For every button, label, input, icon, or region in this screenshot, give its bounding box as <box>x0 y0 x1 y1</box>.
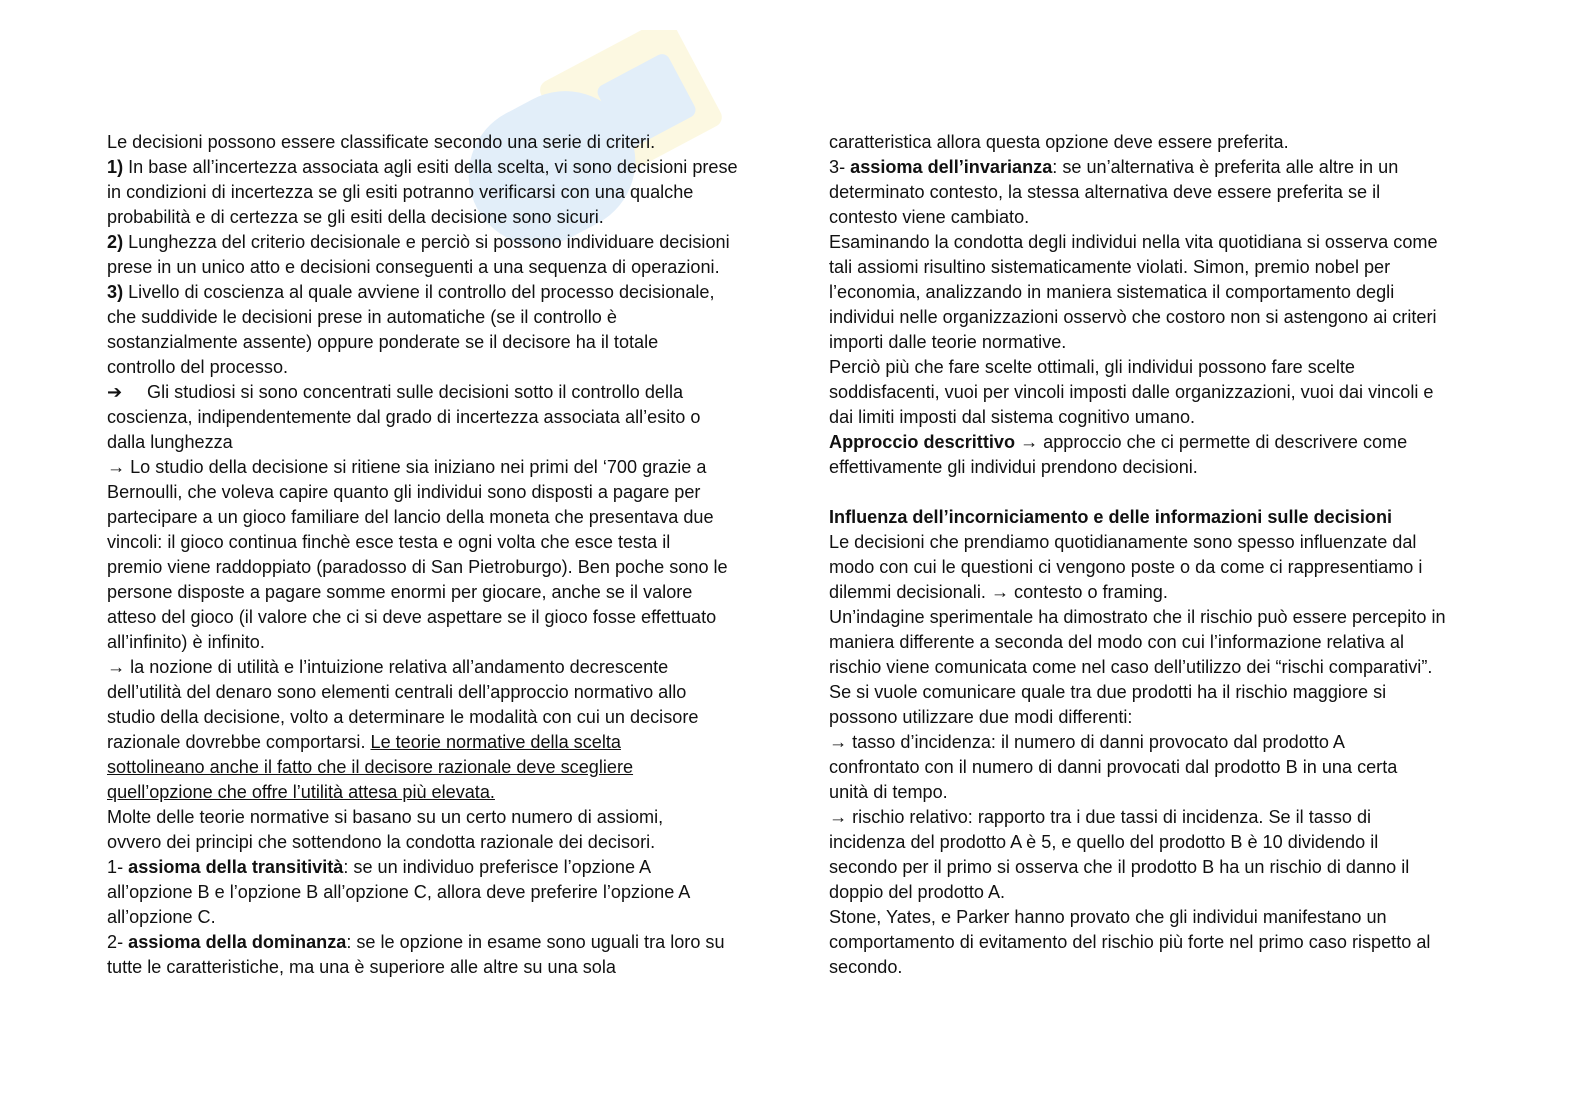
text-line <box>107 630 767 655</box>
text-line <box>829 180 1489 205</box>
text-segment: ovvero dei principi che sottendono la condotta razionale dei decisori. <box>107 832 656 852</box>
text-line <box>107 505 767 530</box>
text-segment: dai limiti imposti dal sistema cognitivo umano. <box>829 407 1196 427</box>
text-segment: 2) <box>107 232 124 252</box>
text-segment: l’economia, analizzando in maniera sistematica il comportamento degli <box>829 282 1395 302</box>
text-line <box>107 705 767 730</box>
text-segment: dell’utilità del denaro sono elementi centrali dell’approccio normativo allo <box>107 682 687 702</box>
text-line <box>107 230 767 255</box>
text-line <box>829 255 1489 280</box>
text-segment: Esaminando la condotta degli individui nella vita quotidiana si osserva come <box>829 232 1438 252</box>
text-line <box>829 955 1489 980</box>
text-segment: studio della decisione, volto a determinare le modalità con cui un decisore <box>107 707 699 727</box>
text-line <box>107 930 767 955</box>
text-segment: determinato contesto, la stessa alternativa deve essere preferita se il <box>829 182 1381 202</box>
text-line <box>107 130 767 155</box>
text-line <box>829 205 1489 230</box>
text-segment: doppio del prodotto A. <box>829 882 1006 902</box>
text-segment: dilemmi decisionali. → contesto o framing. <box>829 582 1168 602</box>
text-segment: all’infinito) è infinito. <box>107 632 265 652</box>
text-line <box>829 630 1489 655</box>
text-segment: prese in un unico atto e decisioni conseguenti a una sequenza di operazioni. <box>107 257 720 277</box>
text-segment: soddisfacenti, vuoi per vincoli imposti dalle organizzazioni, vuoi dai vincoli e <box>829 382 1434 402</box>
text-line <box>107 730 767 755</box>
text-segment: coscienza, indipendentemente dal grado di incertezza associata all’esito o <box>107 407 701 427</box>
text-line <box>829 930 1489 955</box>
text-segment: persone disposte a pagare somme enormi per giocare, anche se il valore <box>107 582 693 602</box>
text-line <box>829 130 1489 155</box>
text-segment: assioma della dominanza <box>128 932 347 952</box>
text-segment: In base all’incertezza associata agli esiti della scelta, vi sono decisioni prese <box>123 157 738 177</box>
text-line <box>107 605 767 630</box>
text-segment: Approccio descrittivo <box>829 432 1015 452</box>
text-line <box>829 530 1489 555</box>
text-line <box>107 380 767 405</box>
text-segment: sostanzialmente assente) oppure ponderate se il decisore ha il totale <box>107 332 659 352</box>
text-line <box>107 355 767 380</box>
text-line <box>107 855 767 880</box>
text-line <box>107 830 767 855</box>
text-line <box>829 755 1489 780</box>
text-segment: incidenza del prodotto A è 5, e quello del prodotto B è 10 dividendo il <box>829 832 1379 852</box>
text-segment: importi dalle teorie normative. <box>829 332 1067 352</box>
text-segment: caratteristica allora questa opzione deve essere preferita. <box>829 132 1289 152</box>
text-line <box>829 355 1489 380</box>
text-segment: all’opzione C. <box>107 907 216 927</box>
text-line <box>107 780 767 805</box>
text-line <box>829 705 1489 730</box>
text-segment: Le decisioni che prendiamo quotidianamente sono spesso influenzate dal <box>829 532 1417 552</box>
text-segment: comportamento di evitamento del rischio più forte nel primo caso rispetto al <box>829 932 1431 952</box>
text-segment: 3- <box>829 157 851 177</box>
text-line <box>829 605 1489 630</box>
text-segment: 2- <box>107 932 129 952</box>
text-line <box>107 880 767 905</box>
text-segment: maniera differente a seconda del modo con cui l’informazione relativa al <box>829 632 1404 652</box>
text-segment: contesto viene cambiato. <box>829 207 1030 227</box>
text-segment: : se un’alternativa è preferita alle altre in un <box>1052 157 1399 177</box>
text-line <box>829 455 1489 480</box>
text-line <box>107 330 767 355</box>
text-segment: assioma della transitività <box>128 857 344 877</box>
text-segment: tali assiomi risultino sistematicamente violati. Simon, premio nobel per <box>829 257 1391 277</box>
text-segment: sottolineano anche il fatto che il decisore razionale deve scegliere <box>107 757 634 777</box>
text-segment: effettivamente gli individui prendono decisioni. <box>829 457 1198 477</box>
text-line <box>107 680 767 705</box>
text-segment: Gli studiosi si sono concentrati sulle decisioni sotto il controllo della <box>147 382 684 402</box>
text-line <box>829 855 1489 880</box>
text-line <box>829 155 1489 180</box>
text-line <box>107 905 767 930</box>
text-line <box>107 180 767 205</box>
text-line <box>829 430 1489 455</box>
text-line <box>107 955 767 980</box>
text-segment: secondo per il primo si osserva che il prodotto B ha un rischio di danno il <box>829 857 1410 877</box>
text-line <box>829 905 1489 930</box>
text-segment: → rischio relativo: rapporto tra i due tassi di incidenza. Se il tasso di <box>829 807 1372 827</box>
text-segment: Le decisioni possono essere classificate secondo una serie di criteri. <box>107 132 656 152</box>
text-line <box>107 305 767 330</box>
text-line <box>829 305 1489 330</box>
text-segment: → la nozione di utilità e l’intuizione relativa all’andamento decrescente <box>107 657 669 677</box>
text-line <box>107 755 767 780</box>
text-segment: premio viene raddoppiato (paradosso di San Pietroburgo). Ben poche sono le <box>107 557 728 577</box>
text-segment: Un’indagine sperimentale ha dimostrato che il rischio può essere percepito in <box>829 607 1446 627</box>
text-line <box>107 580 767 605</box>
text-segment: 3) <box>107 282 124 302</box>
text-line <box>107 455 767 480</box>
text-line <box>829 780 1489 805</box>
text-segment: → approccio che ci permette di descrivere come <box>1015 432 1408 452</box>
text-line <box>829 330 1489 355</box>
text-segment: tutte le caratteristiche, ma una è superiore alle altre su una sola <box>107 957 616 977</box>
text-segment: Lunghezza del criterio decisionale e perciò si possono individuare decisioni <box>123 232 730 252</box>
text-segment: assioma dell’invarianza <box>850 157 1053 177</box>
text-segment: probabilità e di certezza se gli esiti della decisione sono sicuri. <box>107 207 604 227</box>
text-segment: all’opzione B e l’opzione B all’opzione C, allora deve preferire l’opzione A <box>107 882 691 902</box>
text-segment: Le teorie normative della scelta <box>370 732 621 752</box>
text-segment: unità di tempo. <box>829 782 948 802</box>
text-line <box>829 680 1489 705</box>
text-segment: vincoli: il gioco continua finchè esce testa e ogni volta che esce testa il <box>107 532 671 552</box>
text-segment: Influenza dell’incorniciamento e delle informazioni sulle decisioni <box>829 507 1393 527</box>
text-line <box>107 280 767 305</box>
text-segment: razionale dovrebbe comportarsi. <box>107 732 371 752</box>
text-segment: Perciò più che fare scelte ottimali, gli individui possono fare scelte <box>829 357 1355 377</box>
text-segment: modo con cui le questioni ci vengono poste o da come ci rappresentiamo i <box>829 557 1423 577</box>
text-line <box>107 655 767 680</box>
text-line <box>829 405 1489 430</box>
left-column <box>107 130 767 980</box>
text-segment: secondo. <box>829 957 903 977</box>
text-line <box>829 480 1489 505</box>
arrow-icon: ➔ <box>107 382 123 402</box>
text-line <box>829 555 1489 580</box>
text-segment: dalla lunghezza <box>107 432 233 452</box>
text-line <box>829 580 1489 605</box>
text-segment: : se le opzione in esame sono uguali tra loro su <box>346 932 725 952</box>
text-segment: Stone, Yates, e Parker hanno provato che gli individui manifestano un <box>829 907 1387 927</box>
right-column <box>829 130 1489 980</box>
text-segment: quell’opzione che offre l’utilità attesa più elevata. <box>107 782 495 802</box>
text-segment: controllo del processo. <box>107 357 289 377</box>
text-segment: atteso del gioco (il valore che ci si deve aspettare se il gioco fosse effettuato <box>107 607 717 627</box>
text-segment: partecipare a un gioco familiare del lancio della moneta che presentava due <box>107 507 714 527</box>
text-segment: rischio viene comunicata come nel caso dell’utilizzo dei “rischi comparativi”. <box>829 657 1433 677</box>
text-segment: Livello di coscienza al quale avviene il controllo del processo decisionale, <box>123 282 715 302</box>
text-line <box>107 555 767 580</box>
text-line <box>107 155 767 180</box>
text-line <box>829 230 1489 255</box>
text-line <box>107 205 767 230</box>
text-line <box>829 730 1489 755</box>
text-line <box>107 530 767 555</box>
text-segment: → Lo studio della decisione si ritiene sia iniziano nei primi del ‘700 grazie a <box>107 457 707 477</box>
text-segment: 1) <box>107 157 124 177</box>
text-line <box>829 830 1489 855</box>
text-line <box>107 430 767 455</box>
text-line <box>107 480 767 505</box>
text-segment: Molte delle teorie normative si basano su un certo numero di assiomi, <box>107 807 664 827</box>
text-line <box>107 805 767 830</box>
text-line <box>829 280 1489 305</box>
text-segment: in condizioni di incertezza se gli esiti potranno verificarsi con una qualche <box>107 182 694 202</box>
text-segment: → tasso d’incidenza: il numero di danni provocato dal prodotto A <box>829 732 1345 752</box>
text-line <box>107 255 767 280</box>
text-line <box>829 805 1489 830</box>
text-line <box>829 380 1489 405</box>
text-segment: che suddivide le decisioni prese in automatiche (se il controllo è <box>107 307 617 327</box>
text-segment: Bernoulli, che voleva capire quanto gli individui sono disposti a pagare per <box>107 482 701 502</box>
text-segment: : se un individuo preferisce l’opzione A <box>343 857 652 877</box>
text-line <box>107 405 767 430</box>
text-segment: Se si vuole comunicare quale tra due prodotti ha il rischio maggiore si <box>829 682 1387 702</box>
text-segment: confrontato con il numero di danni provocati dal prodotto B in una certa <box>829 757 1398 777</box>
text-segment: individui nelle organizzazioni osservò che costoro non si astengono ai criteri <box>829 307 1437 327</box>
text-segment: 1- <box>107 857 129 877</box>
text-segment: possono utilizzare due modi differenti: <box>829 707 1133 727</box>
text-line <box>829 505 1489 530</box>
text-line <box>829 655 1489 680</box>
text-line <box>829 880 1489 905</box>
